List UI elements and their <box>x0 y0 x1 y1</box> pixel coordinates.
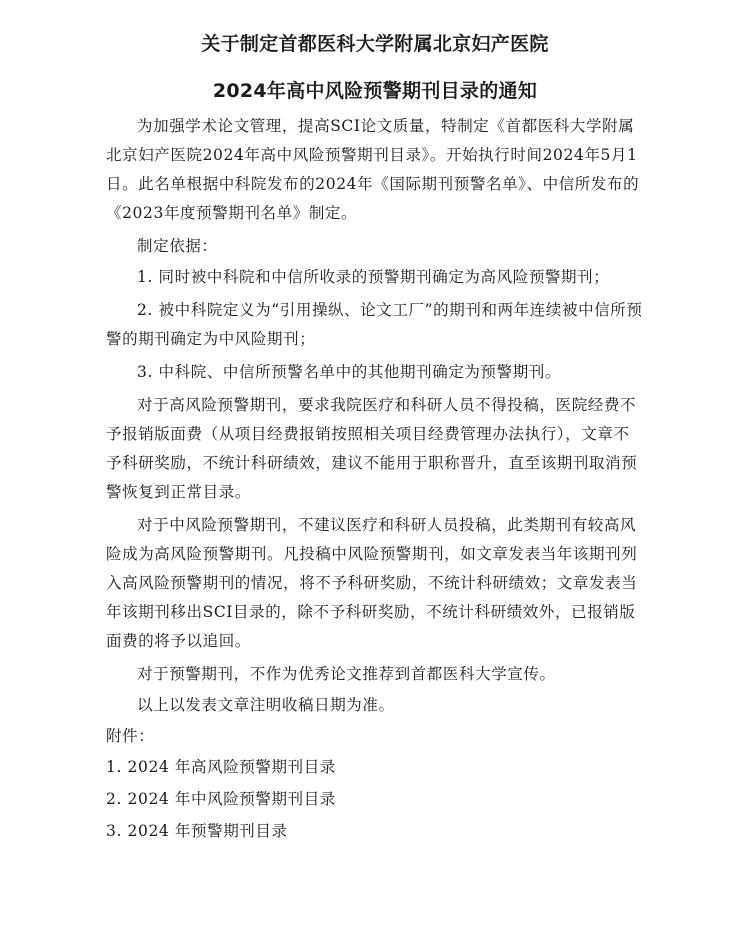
document-title-line-1: 关于制定首都医科大学附属北京妇产医院 <box>201 33 549 55</box>
paragraph-medium-risk-policy: 对于中风险预警期刊，不建议医疗和科研人员投稿，此类期刊有较高风险成为高风险预警期刊。凡投稿中风险预警期刊，如文章发表当年该期刊列入高风险预警期刊的情况，将不予科研奖励，不统计科研绩效；文章发表当年该期刊移出SCI目录的，除不予科研奖励，不统计科研绩效外，已报销版面费的将予以追回。 <box>106 516 638 650</box>
attachments-label: 附件： <box>106 727 155 745</box>
document <box>106 33 644 849</box>
document-title-line-2: 2024年高中风险预警期刊目录的通知 <box>212 80 538 102</box>
paragraph-basis-heading: 制定依据： <box>137 237 218 255</box>
paragraph-intro: 为加强学术论文管理，提高SCI论文质量，特制定《首都医科大学附属北京妇产医院2024年高中风险预警期刊目录》。开始执行时间2024年5月1日。此名单根据中科院发布的2024年《国际期刊预警名单》、中信所发布的《2023年度预警期刊名单》制定。 <box>106 117 640 222</box>
attachment-item: 1. 2024 年高风险预警期刊目录 <box>106 758 336 776</box>
paragraph-basis-item-1: 1. 同时被中科院和中信所收录的预警期刊确定为高风险预警期刊； <box>137 268 610 286</box>
paragraph-high-risk-policy: 对于高风险预警期刊，要求我院医疗和科研人员不得投稿，医院经费不予报销版面费（从项目经费报销按照相关项目经费管理办法执行），文章不予科研奖励，不统计科研绩效，建议不能用于职称晋升，直至该期刊取消预警恢复到正常目录。 <box>106 396 638 501</box>
attachments-list <box>106 753 644 846</box>
attachment-item: 2. 2024 年中风险预警期刊目录 <box>106 790 336 808</box>
paragraph-basis-item-3: 3. 中科院、中信所预警名单中的其他期刊确定为预警期刊。 <box>137 363 562 381</box>
paragraph-date-basis: 以上以发表文章注明收稿日期为准。 <box>137 696 395 714</box>
paragraph-warning-policy: 对于预警期刊，不作为优秀论文推荐到首都医科大学宣传。 <box>137 665 556 683</box>
paragraph-basis-item-2: 2. 被中科院定义为“引用操纵、论文工厂”的期刊和两年连续被中信所预警的期刊确定为中风险期刊； <box>106 301 643 348</box>
document-body <box>106 112 644 846</box>
attachment-item: 3. 2024 年预警期刊目录 <box>106 822 288 840</box>
